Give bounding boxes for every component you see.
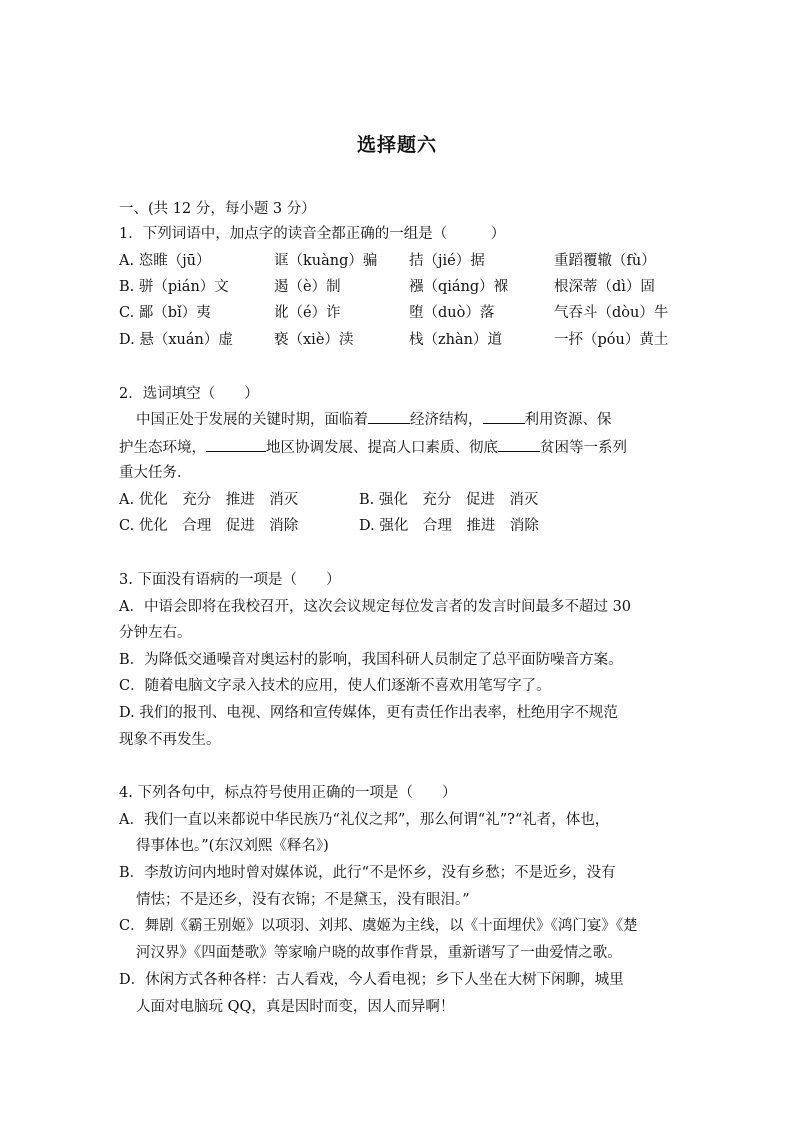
q2-options-row-2: [119, 516, 689, 536]
q4-option-c-line-2: 河汉界》《四面楚歌》等家喻户晓的故事作背景，重新谱写了一曲爱情之歌。: [136, 945, 622, 961]
q2-passage-line-2: [119, 437, 679, 458]
q3-option-b: B．为降低交通噪音对奥运村的影响，我国科研人员制定了总平面防噪音方案。: [119, 652, 623, 668]
q1-c-word4: 气吞斗（dòu）牛: [554, 305, 669, 321]
q4-option-c-line-1: C．舞剧《霸王别姬》以项羽、刘邦、虞姬为主线，以《十面埋伏》《鸿门宴》《楚: [119, 918, 638, 934]
q1-d-word3: 栈（zhàn）道: [409, 332, 502, 348]
q4-option-a-line-2: 得事体也。”(东汉刘熙《释名》): [136, 838, 329, 854]
q1-stem: 1．下列词语中，加点字的读音全都正确的一组是（ ）: [119, 226, 506, 242]
q2-option-c: C. 优化 合理 促进 消除: [119, 518, 299, 534]
q1-d-word4: 一抔（póu）黄土: [554, 332, 669, 348]
q1-option-b: [119, 277, 689, 297]
q2-blank-3: [206, 437, 266, 452]
q1-d-word2: 亵（xiè）渎: [274, 332, 354, 348]
q4-option-d-line-2: 人面对电脑玩 QQ，真是因时而变，因人而异啊！: [136, 999, 455, 1015]
q4-option-a-line-1: A．我们一直以来都说中华民族乃“礼仪之邦”，那么何谓“礼”?“礼者，体也，: [119, 812, 610, 828]
q1-d-word1: D. 悬（xuán）虚: [119, 332, 233, 348]
q4-option-b-line-1: B．李敖访问内地时曾对媒体说，此行“不是怀乡，没有乡愁；不是近乡，没有: [119, 865, 616, 881]
q1-a-word1: A. 恣睢（jū）: [119, 253, 211, 269]
q1-option-d: [119, 330, 689, 350]
q2-text-2c: 贫困等一系列: [540, 440, 627, 456]
q1-a-word3: 拮（jié）据: [409, 253, 485, 269]
q1-a-word2: 诓（kuàng）骗: [274, 253, 378, 269]
q1-b-word3: 襁（qiáng）褓: [409, 279, 509, 295]
q2-blank-4: [498, 437, 540, 452]
q2-option-d: D. 强化 合理 推进 消除: [359, 518, 539, 534]
q2-text-1b: 经济结构，: [410, 412, 483, 428]
q1-c-word1: C. 鄙（bǐ）夷: [119, 305, 211, 321]
q2-option-b: B. 强化 充分 促进 消灭: [359, 492, 539, 508]
q2-options-row-1: [119, 490, 689, 510]
q2-blank-2: [483, 409, 525, 424]
q2-blank-1: [368, 409, 410, 424]
q1-option-a: [119, 251, 689, 271]
q1-c-word2: 讹（é）诈: [274, 305, 341, 321]
q1-c-word3: 堕（duò）落: [409, 305, 495, 321]
q2-passage-line-1: [119, 409, 696, 430]
q1-b-word2: 遏（è）制: [274, 279, 341, 295]
q2-stem: 2．选词填空（ ）: [119, 386, 259, 402]
q3-option-d-line-2: 现象不再发生。: [119, 732, 221, 748]
q3-stem: 3. 下面没有语病的一项是（ ）: [119, 572, 341, 588]
q3-option-d-line-1: D. 我们的报刊、电视、网络和宣传媒体，更有责任作出表率，杜绝用字不规范: [119, 705, 618, 721]
q3-option-a-line-1: A．中语会即将在我校召开，这次会议规定每位发言者的发言时间最多不超过 30: [119, 599, 632, 615]
q2-text-1a: 中国正处于发展的关键时期，面临着: [136, 412, 368, 428]
q4-option-d-line-1: D．休闲方式各种各样：古人看戏，今人看电视；乡下人坐在大树下闲聊，城里: [119, 972, 624, 988]
q2-text-2a: 护生态环境，: [119, 440, 206, 456]
q3-option-a-line-2: 分钟左右。: [119, 625, 192, 641]
q3-option-c: C．随着电脑文字录入技术的应用，使人们逐渐不喜欢用笔写字了。: [119, 678, 551, 694]
q2-passage-line-3: 重大任务．: [119, 465, 192, 481]
q1-b-word1: B. 骈（pián）文: [119, 279, 229, 295]
q4-stem: 4. 下列各句中，标点符号使用正确的一项是（ ）: [119, 785, 457, 801]
q1-option-c: [119, 303, 689, 323]
q2-option-a: A. 优化 充分 推进 消灭: [119, 492, 299, 508]
q1-a-word4: 重蹈覆辙（fù）: [554, 253, 656, 269]
q2-text-1c: 利用资源、保: [524, 412, 612, 428]
q4-option-b-line-2: 情怯；不是还乡，没有衣锦；不是黛玉，没有眼泪。”: [136, 892, 470, 908]
section-heading: 一、(共 12 分，每小题 3 分）: [119, 201, 316, 217]
page-title: 选择题六: [356, 134, 437, 156]
q2-text-2b: 地区协调发展、提高人口素质、彻底: [266, 440, 498, 456]
q1-b-word4: 根深蒂（dì）固: [554, 279, 655, 295]
